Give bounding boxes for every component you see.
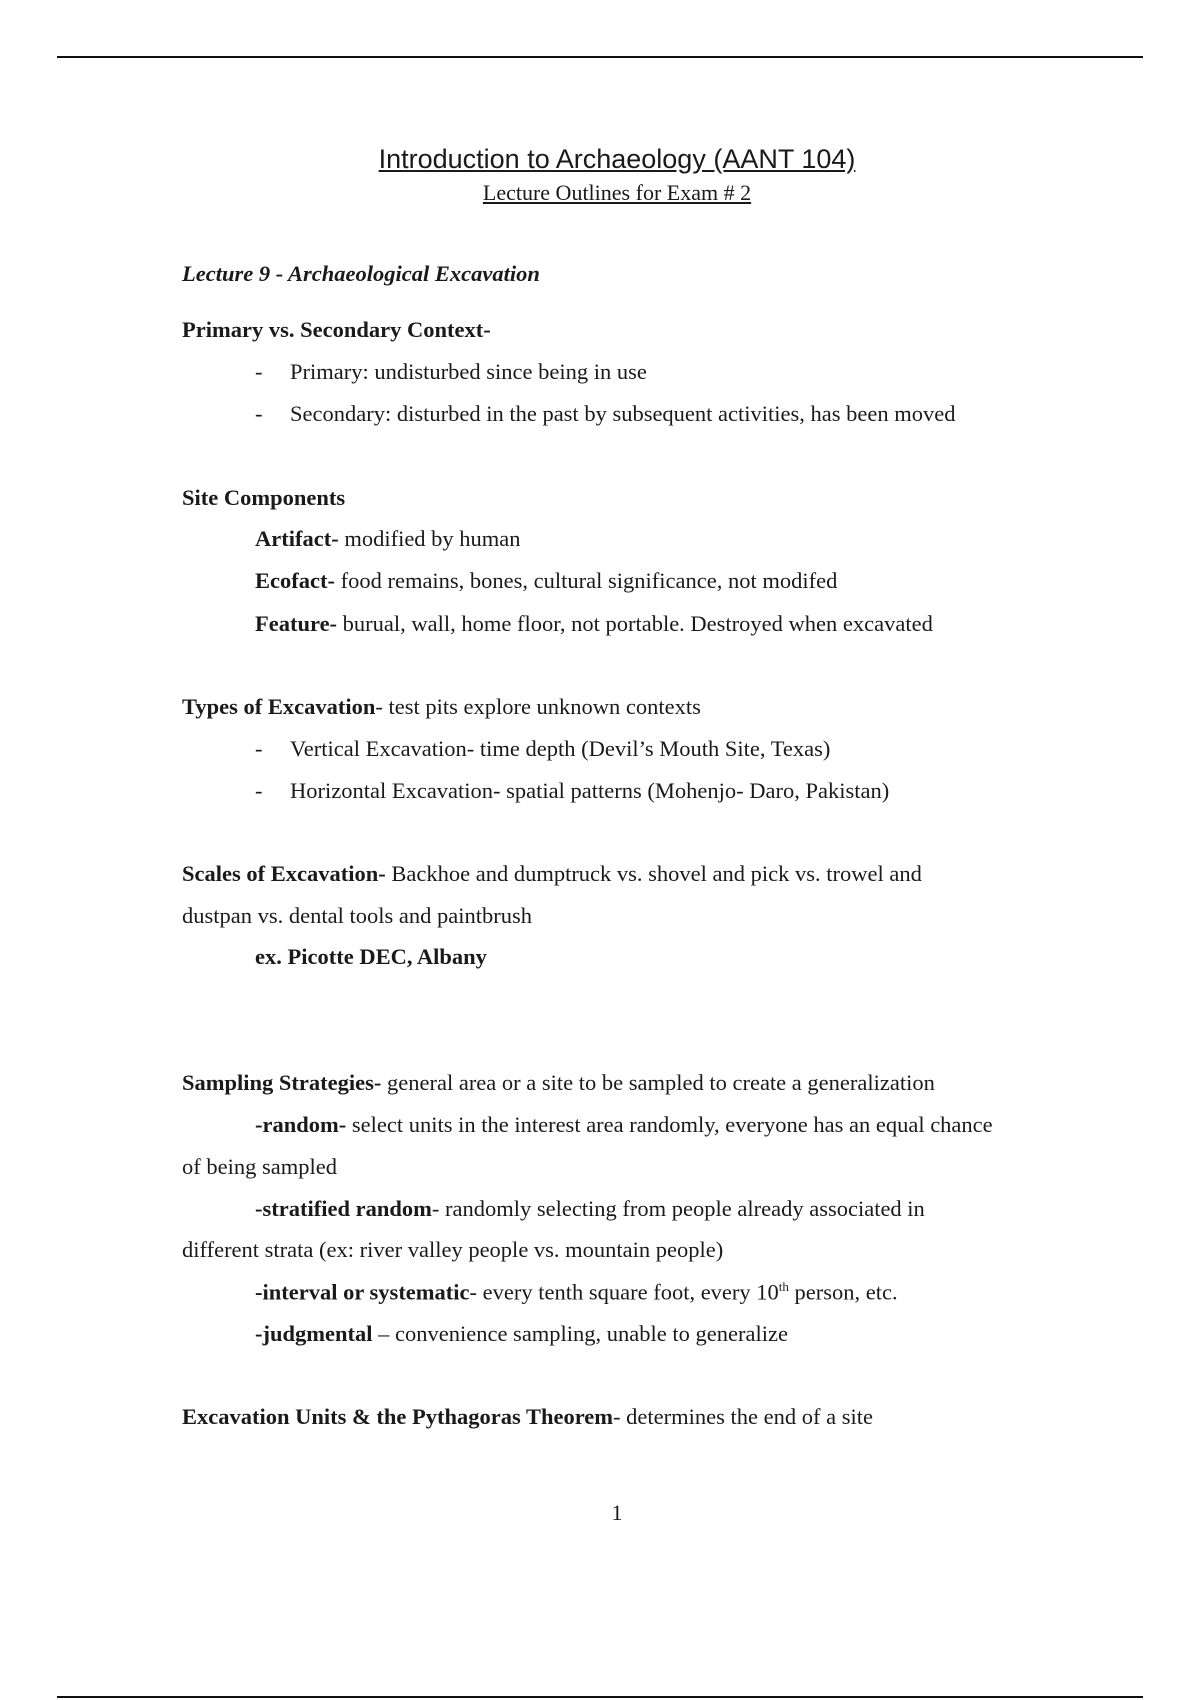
component-item: Artifact- modified by human — [255, 526, 521, 551]
page-number: 1 — [611, 1500, 623, 1525]
bullet-dash: - — [255, 736, 263, 761]
sampling-random: -random- select units in the interest area randomly, everyone has an equal chance — [255, 1112, 993, 1137]
document-title: Introduction to Archaeology (AANT 104) — [378, 144, 856, 174]
bullet-dash: - — [255, 359, 263, 384]
top-rule — [57, 56, 1143, 58]
sampling-stratified-continuation: different strata (ex: river valley people vs. mountain people) — [182, 1237, 724, 1262]
types-item: Horizontal Excavation- spatial patterns (Mohenjo- Daro, Pakistan) — [290, 778, 890, 803]
document-subtitle: Lecture Outlines for Exam # 2 — [482, 180, 752, 205]
lecture-heading: Lecture 9 - Archaeological Excavation — [182, 261, 540, 286]
sampling-judgmental: -judgmental – convenience sampling, unable to generalize — [255, 1321, 788, 1346]
sampling-heading: Sampling Strategies- general area or a site to be sampled to create a generalization — [182, 1070, 935, 1095]
component-item: Ecofact- food remains, bones, cultural significance, not modifed — [255, 568, 838, 593]
context-heading: Primary vs. Secondary Context- — [182, 317, 491, 342]
units-heading: Excavation Units & the Pythagoras Theorem- determines the end of a site — [182, 1404, 873, 1429]
bottom-rule — [57, 1696, 1143, 1698]
sampling-random-continuation: of being sampled — [182, 1154, 337, 1179]
sampling-interval: -interval or systematic- every tenth square foot, every 10th person, etc. — [255, 1279, 898, 1305]
bullet-dash: - — [255, 401, 263, 426]
context-item: Secondary: disturbed in the past by subsequent activities, has been moved — [290, 401, 956, 426]
bullet-dash: - — [255, 778, 263, 803]
component-item: Feature- burual, wall, home floor, not portable. Destroyed when excavated — [255, 611, 933, 636]
scales-example: ex. Picotte DEC, Albany — [255, 944, 487, 969]
scales-continuation: dustpan vs. dental tools and paintbrush — [182, 903, 532, 928]
sampling-stratified: -stratified random- randomly selecting from people already associated in — [255, 1196, 925, 1221]
types-heading: Types of Excavation- test pits explore unknown contexts — [182, 694, 701, 719]
context-item: Primary: undisturbed since being in use — [290, 359, 647, 384]
scales-heading: Scales of Excavation- Backhoe and dumptruck vs. shovel and pick vs. trowel and — [182, 861, 922, 886]
components-heading: Site Components — [182, 485, 346, 510]
types-item: Vertical Excavation- time depth (Devil’s Mouth Site, Texas) — [290, 736, 831, 761]
